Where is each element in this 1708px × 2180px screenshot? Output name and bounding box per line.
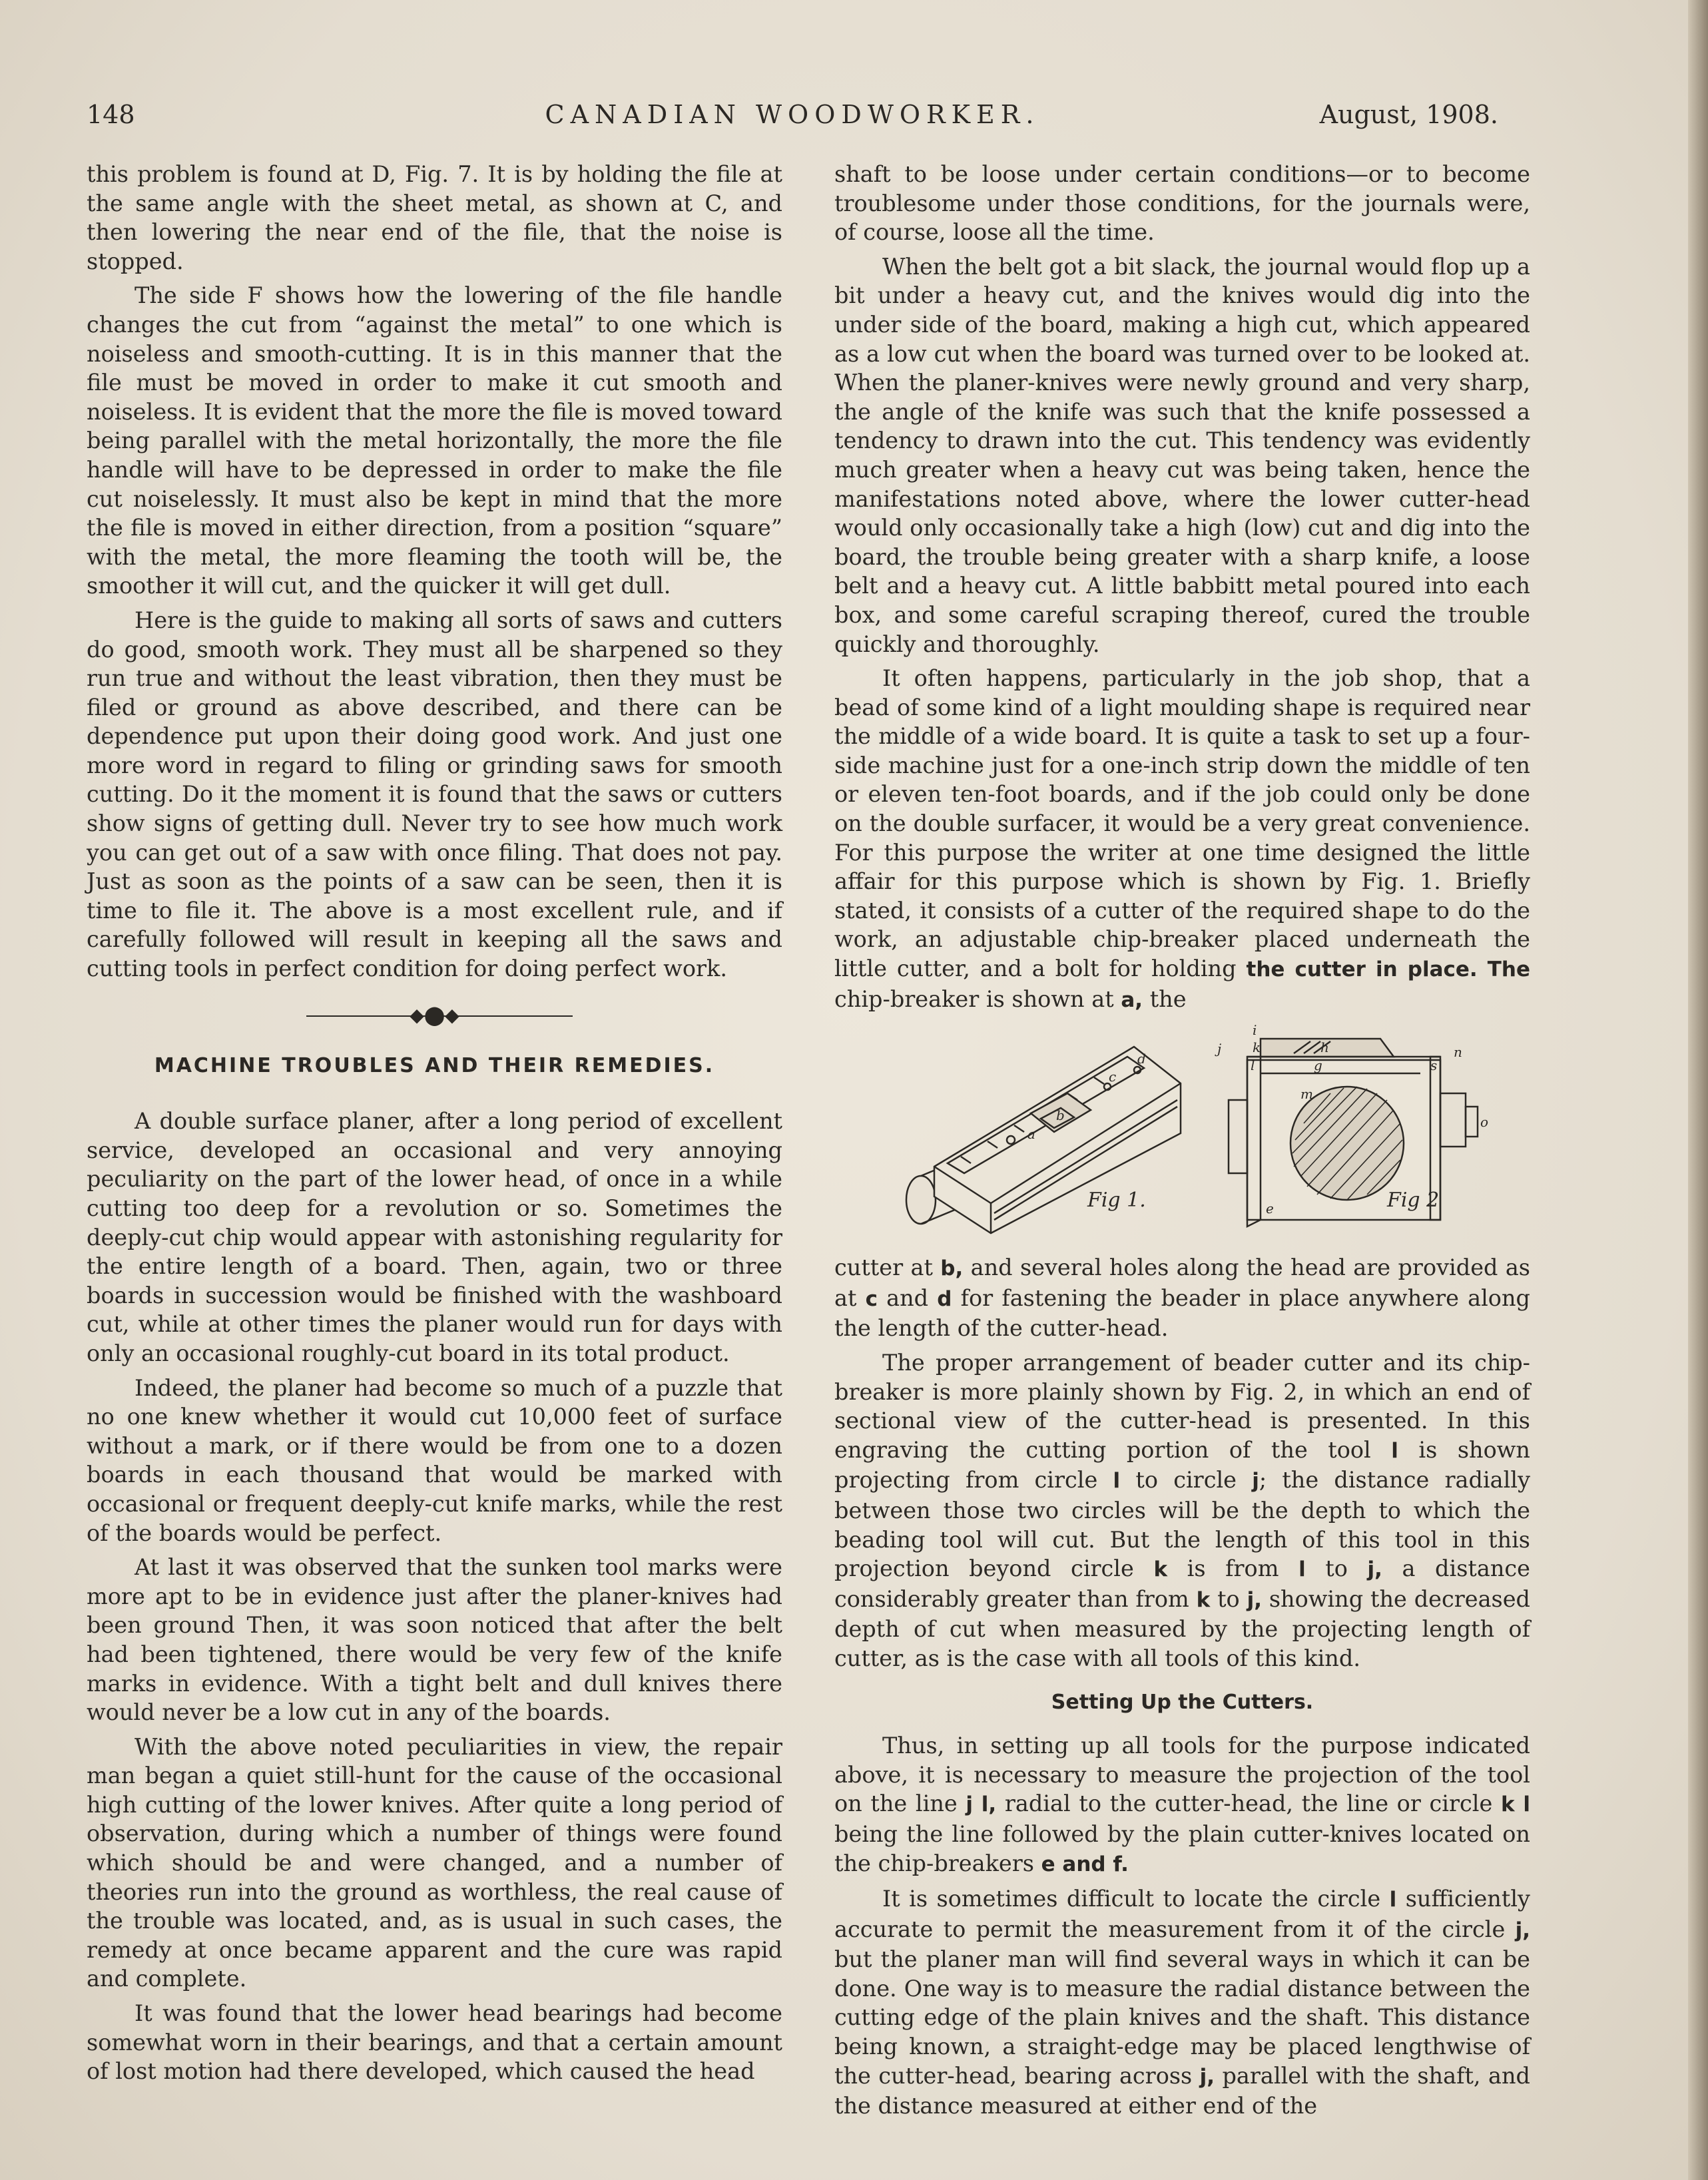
figure-illustrations <box>834 1020 1530 1246</box>
fig2-label-m: m <box>1300 1086 1313 1103</box>
fig2-label-o: o <box>1480 1114 1489 1131</box>
running-header <box>87 100 1498 140</box>
section-divider <box>87 1002 782 1029</box>
paragraph: cutter at b, and several holes along the head are provided as at c and d for fastening the beader in place anywhere along the length of the cutter-head. <box>834 1254 1531 1342</box>
cutter-figures-illustration <box>834 1020 1530 1246</box>
paragraph: It often happens, particularly in the job shop, that a bead of some kind of a light moulding shape is required near the middle of a wide board. It is quite a task to set up a four-side machine just for a one-inch strip down the middle of ten or eleven ten-foot boards, and if the job could only be done on the double surfacer, it would be a very great convenience. For this purpose the writer at one time designed the little affair for this purpose which is shown by Fig. 1. Briefly stated, it consists of a cutter of the required shape to do the work, an adjustable chip-breaker placed underneath the little cutter, and a bolt for holding the cutter in place. The chip-breaker is shown at a, the <box>834 665 1531 1012</box>
fig1-label-c: c <box>1109 1069 1117 1085</box>
fig1-label-a: a <box>1027 1126 1035 1143</box>
paragraph: A double surface planer, after a long period of excellent service, developed an occasional and very annoying peculiarity on the part of the lower head, of once in a while cutting too deep for a revolution or so. Sometimes the deeply-cut chip would appear with astonishing regularity for the entire length of a board. Then, again, two or three boards in succession would be finished with the washboard cut, while at other times the planer would run for days with only an occasional roughly-cut board in its total product. <box>87 1108 782 1366</box>
paragraph: The proper arrangement of beader cutter and its chip-breaker is more plainly shown by Fig. 2, in which an end of sectional view of the cutter-head is presented. In this engraving the cutting portion of the tool l is shown projecting from circle l to circle j; the distance radially between those two circles will be the depth to which the beading tool will cut. But the length of this tool in this projection beyond circle k is from l to j, a distance considerably greater than from k to j, showing the decreased depth of cut when measured by the projecting length of cutter, as is the case with all tools of this kind. <box>834 1350 1531 1671</box>
issue-date: August, 1908. <box>1319 100 1498 129</box>
fig1-label-b: b <box>1056 1107 1065 1124</box>
subsection-title: Setting Up the Cutters. <box>1051 1690 1314 1714</box>
fig2-label-l: l <box>1251 1057 1255 1074</box>
figure-2-section <box>1229 1039 1478 1226</box>
paragraph: shaft to be loose under certain conditions—or to become troublesome under those conditions, for the journals were, of course, loose all the time. <box>834 161 1530 246</box>
fig1-label-d: d <box>1137 1051 1146 1067</box>
fig2-label-g: g <box>1314 1057 1322 1074</box>
fig2-label-s: s <box>1430 1057 1438 1074</box>
paragraph: With the above noted peculiarities in view, the repair man began a quiet still-hunt for the cause of the occasional high cutting of the lower knives. After quite a long period of observation, during which a number of things were found which should be and were changed, and a number of theories run into the ground as worthless, the real cause of the trouble was located, and, as is usual in such cases, the remedy at once became apparent and the cure was rapid and complete. <box>87 1733 782 1992</box>
paragraph: this problem is found at D, Fig. 7. It is by holding the file at the same angle with the sheet metal, as shown at C, and then lowering the near end of the file, that the noise is stopped. <box>87 161 782 274</box>
section-title: MACHINE TROUBLES AND THEIR REMEDIES. <box>154 1053 715 1077</box>
paragraph: It is sometimes difficult to locate the circle l sufficiently accurate to permit the measurement from it of the circle j, but the planer man will find several ways in which it can be done. One way is to measure the radial distance between the cutting edge of the plain knives and the shaft. This distance being known, a straight-edge may be placed lengthwise of the cutter-head, bearing across j, parallel with the shaft, and the distance measured at either end of the <box>834 1886 1531 2119</box>
paragraph: Thus, in setting up all tools for the purpose indicated above, it is necessary to measure the projection of the tool on the line j l, radial to the cutter-head, the line or circle k l being the line followed by the plain cutter-knives located on the chip-breakers e and f. <box>834 1733 1530 1876</box>
paragraph: When the belt got a bit slack, the journal would flop up a bit under a heavy cut, and the knives would dig into the under side of the board, making a high cut, which appeared as a low cut when the board was turned over to be looked at. When the planer-knives were newly ground and very sharp, the angle of the knife was such that the knife possessed a tendency to drawn into the cut. This tendency was evidently much greater when a heavy cut was being taken, hence the manifestations noted above, where the lower cutter-head would only occasionally take a high (low) cut and dig into the board, the trouble being greater with a sharp knife, a loose belt and a heavy cut. A little babbitt metal poured into each box, and some careful scraping thereof, cured the trouble quickly and thoroughly. <box>834 253 1530 657</box>
fig2-label-h: h <box>1320 1039 1329 1056</box>
paragraph: Here is the guide to making all sorts of saws and cutters do good, smooth work. They must all be sharpened so they run true and without the least vibration, then they must be filed or ground as above described, and there can be dependence put upon their doing good work. And just one more word in regard to filing or grinding saws for smooth cutting. Do it the moment it is found that the saws or cutters show signs of getting dull. Never try to see how much work you can get out of a saw with once filing. That does not pay. Just as soon as the points of a saw can be seen, then it is time to file it. The above is a most excellent rule, and if carefully followed will result in keeping all the saws and cutting tools in perfect condition for doing perfect work. <box>87 607 782 982</box>
paragraph: It was found that the lower head bearings had become somewhat worn in their bearings, and that a certain amount of lost motion had there developed, which caused the head <box>87 2000 782 2085</box>
left-column <box>87 160 782 2086</box>
fig2-label-e: e <box>1266 1201 1274 1217</box>
page-edge <box>1688 0 1708 2180</box>
right-column <box>834 160 1530 2121</box>
fig2-label-k: k <box>1253 1039 1261 1056</box>
paragraph: At last it was observed that the sunken tool marks were more apt to be in evidence just after the planer-knives had been ground Then, it was soon noticed that after the belt had been tightened, there would be very few of the knife marks in evidence. With a tight belt and dull knives there would never be a low cut in any of the boards. <box>87 1554 782 1726</box>
paragraph: The side F shows how the lowering of the file handle changes the cut from “against the metal” to one which is noiseless and smooth-cutting. It is in this manner that the file must be moved in order to make it cut smooth and noiseless. It is evident that the more the file is moved toward being parallel with the metal horizontally, the more the file handle will have to be depressed in order to make the file cut noiselessly. It must also be kept in mind that the more the file is moved in either direction, from a position “square” with the metal, the more fleaming the tooth will be, the smoother it will cut, and the quicker it will get dull. <box>87 282 782 599</box>
fig2-label-i: i <box>1253 1022 1257 1039</box>
fig1-caption: Fig 1. <box>1087 1189 1146 1213</box>
fig2-label-j: j <box>1217 1041 1222 1057</box>
page-number: 148 <box>87 100 135 129</box>
fig2-caption: Fig 2 <box>1387 1189 1440 1213</box>
fig2-label-n: n <box>1454 1044 1462 1061</box>
paragraph: Indeed, the planer had become so much of a puzzle that no one knew whether it would cut 10,000 feet of surface without a mark, or if there would be from one to a dozen boards in each thousand that would be marked with occasional or frequent deeply-cut knife marks, while the rest of the boards would be perfect. <box>87 1374 782 1546</box>
divider-ornament-icon: ◆⬤◆ <box>410 1003 459 1026</box>
masthead: CANADIAN WOODWORKER. <box>545 100 1040 129</box>
